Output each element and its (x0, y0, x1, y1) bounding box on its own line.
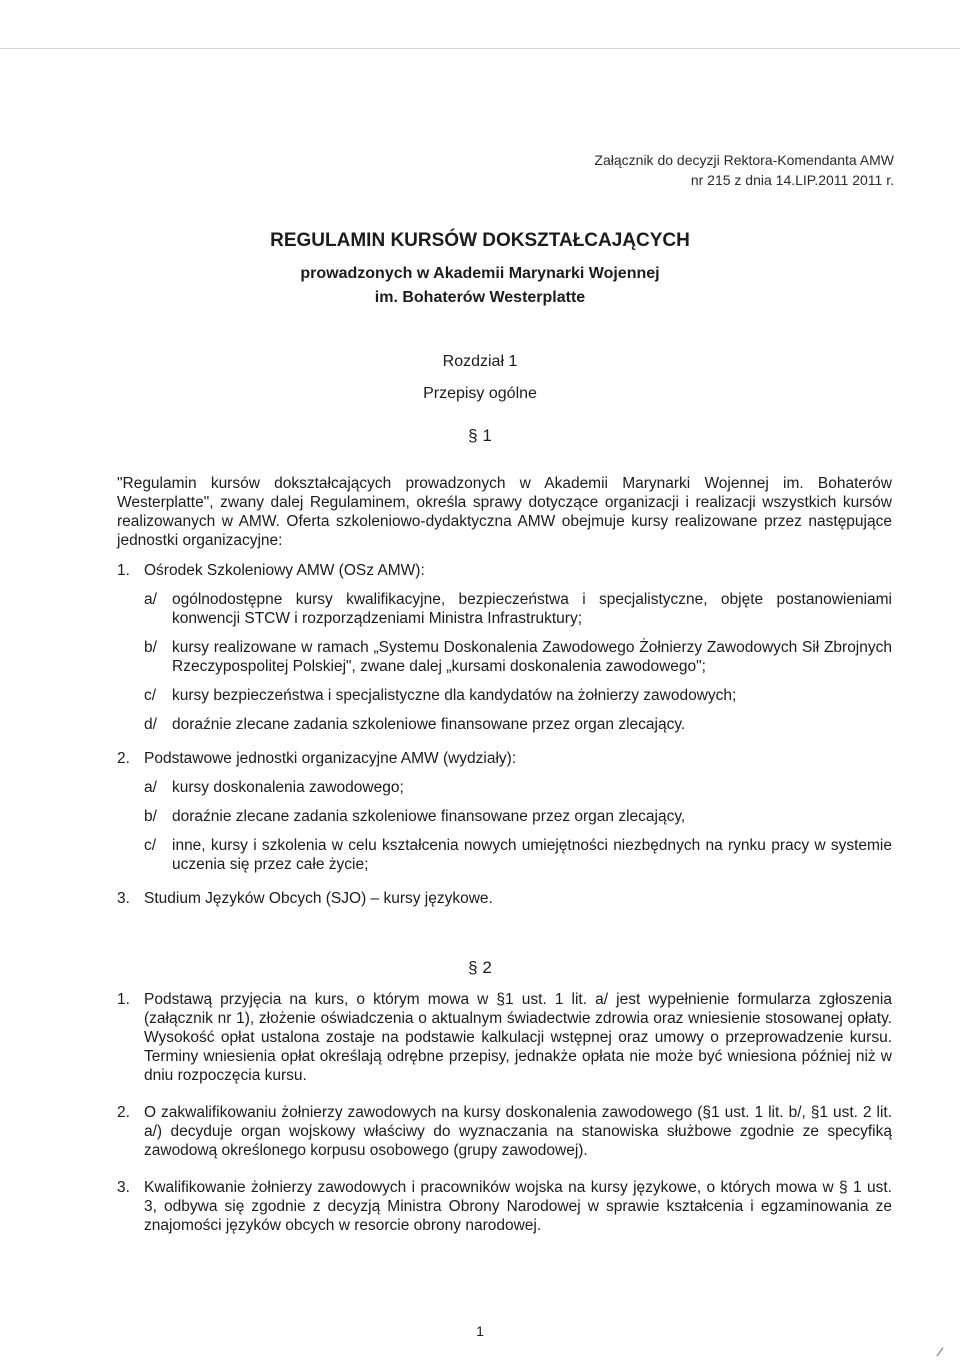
subtitle-line-2: im. Bohaterów Westerplatte (374, 289, 586, 306)
list-item (117, 561, 892, 734)
sub-item-text: doraźnie zlecane zadania szkoleniowe finansowane przez organ zlecający, (172, 808, 686, 825)
section-1-heading: § 1 (468, 426, 492, 445)
document-title: REGULAMIN KURSÓW DOKSZTAŁCAJĄCYCH (270, 230, 690, 251)
chapter-label: Rozdział 1 (442, 353, 518, 370)
sub-item (144, 836, 892, 874)
item-text: Studium Języków Obcych (SJO) – kursy językowe. (144, 890, 493, 907)
item-text: O zakwalifikowaniu żołnierzy zawodowych na kursy doskonalenia zawodowego (§1 ust. 1 lit. b/, §1 ust. 2 lit. a/) decyduje organ wojskowy właściwy do wyznaczania na stanowiska służbowe zgodnie ze specyfiką zawodową określonego korpusu osobowego (grupy zawodowej). (144, 1104, 892, 1159)
sub-item-text: inne, kursy i szkolenia w celu kształcenia nowych umiejętności niezbędnych na rynku pracy w systemie uczenia się przez całe życie; (172, 837, 892, 873)
chapter-name: Przepisy ogólne (423, 385, 537, 402)
sub-item-letter: a/ (144, 591, 157, 608)
sub-item-text: kursy bezpieczeństwa i specjalistyczne dla kandydatów na żołnierzy zawodowych; (172, 687, 737, 704)
list-item (117, 1103, 892, 1160)
sub-item-text: kursy doskonalenia zawodowego; (172, 779, 404, 796)
sub-item-text: kursy realizowane w ramach „Systemu Doskonalenia Zawodowego Żołnierzy Zawodowych Sił Zbrojnych Rzeczypospolitej Polskiej", zwane dalej „kursami doskonalenia zawodowego"; (172, 639, 892, 675)
item-number: 1. (117, 562, 130, 579)
sub-item-text: ogólnodostępne kursy kwalifikacyjne, bezpieczeństwa i specjalistyczne, objęte postanowieniami konwencji STCW i rozporządzeniami Ministra Infrastruktury; (172, 591, 892, 627)
sub-item-letter: c/ (144, 837, 157, 854)
scan-top-line (0, 48, 960, 49)
attachment-line-1: Załącznik do decyzji Rektora-Komendanta AMW (594, 152, 894, 168)
subtitle-line-1: prowadzonych w Akademii Marynarki Wojennej (300, 265, 660, 282)
sub-item (144, 807, 892, 826)
sub-item (144, 590, 892, 628)
sub-item-letter: a/ (144, 779, 157, 796)
attachment-line-2: nr 215 z dnia 14.LIP.2011 2011 r. (690, 172, 894, 188)
list-item (117, 889, 892, 908)
sub-item-text: doraźnie zlecane zadania szkoleniowe finansowane przez organ zlecający. (172, 716, 686, 733)
list-item (117, 990, 892, 1085)
sub-item-letter: b/ (144, 639, 157, 656)
item-number: 2. (117, 1104, 130, 1121)
section-2-heading: § 2 (468, 958, 492, 977)
list-item (117, 749, 892, 874)
item-number: 1. (117, 991, 130, 1008)
section-2-body (117, 990, 892, 1250)
sub-item (144, 715, 892, 734)
sub-item-letter: c/ (144, 687, 157, 704)
item-text: Podstawą przyjęcia na kurs, o którym mowa w §1 ust. 1 lit. a/ jest wypełnienie formularza zgłoszenia (załącznik nr 1), złożenie oświadczenia o aktualnym świadectwie zdrowia oraz wniesienie stosowanej opłaty. Wysokość opłat ustalona zostaje na podstawie kalkulacji wstępnej oraz umowy o przeprowadzenie kursu. Terminy wniesienia opłat określają odrębne przepisy, jednakże opłata nie może być wniesiona później niż w dniu rozpoczęcia kursu. (144, 991, 892, 1084)
sub-item-letter: b/ (144, 808, 157, 825)
item-text: Kwalifikowanie żołnierzy zawodowych i pracowników wojska na kursy językowe, o których mowa w § 1 ust. 3, odbywa się zgodnie z decyzją Ministra Obrony Narodowej w sprawie kształcenia i egzaminowania ze znajomości języków obcych w resorcie obrony narodowej. (144, 1179, 892, 1234)
item-number: 3. (117, 890, 130, 907)
item-text: Ośrodek Szkoleniowy AMW (OSz AMW): (144, 562, 425, 579)
sub-item (144, 778, 892, 797)
section-1-intro: "Regulamin kursów dokształcających prowadzonych w Akademii Marynarki Wojennej im. Bohaterów Westerplatte", zwany dalej Regulaminem, określa sprawy dotyczące organizacji i realizacji wszystkich kursów realizowanych w AMW. Oferta szkoleniowo-dydaktyczna AMW obejmuje kursy realizowane przez następujące jednostki organizacyjne: (117, 475, 892, 549)
document-subtitle (0, 262, 960, 310)
item-number: 3. (117, 1179, 130, 1196)
item-text: Podstawowe jednostki organizacyjne AMW (wydziały): (144, 750, 517, 767)
page-number: 1 (476, 1323, 484, 1339)
item-number: 2. (117, 750, 130, 767)
list-item (117, 1178, 892, 1235)
sub-item-letter: d/ (144, 716, 157, 733)
sub-item (144, 686, 892, 705)
chapter-heading (0, 346, 960, 410)
section-1-body (117, 474, 892, 923)
scan-mark: / (935, 1343, 945, 1360)
sub-item (144, 638, 892, 676)
attachment-note (594, 150, 894, 190)
